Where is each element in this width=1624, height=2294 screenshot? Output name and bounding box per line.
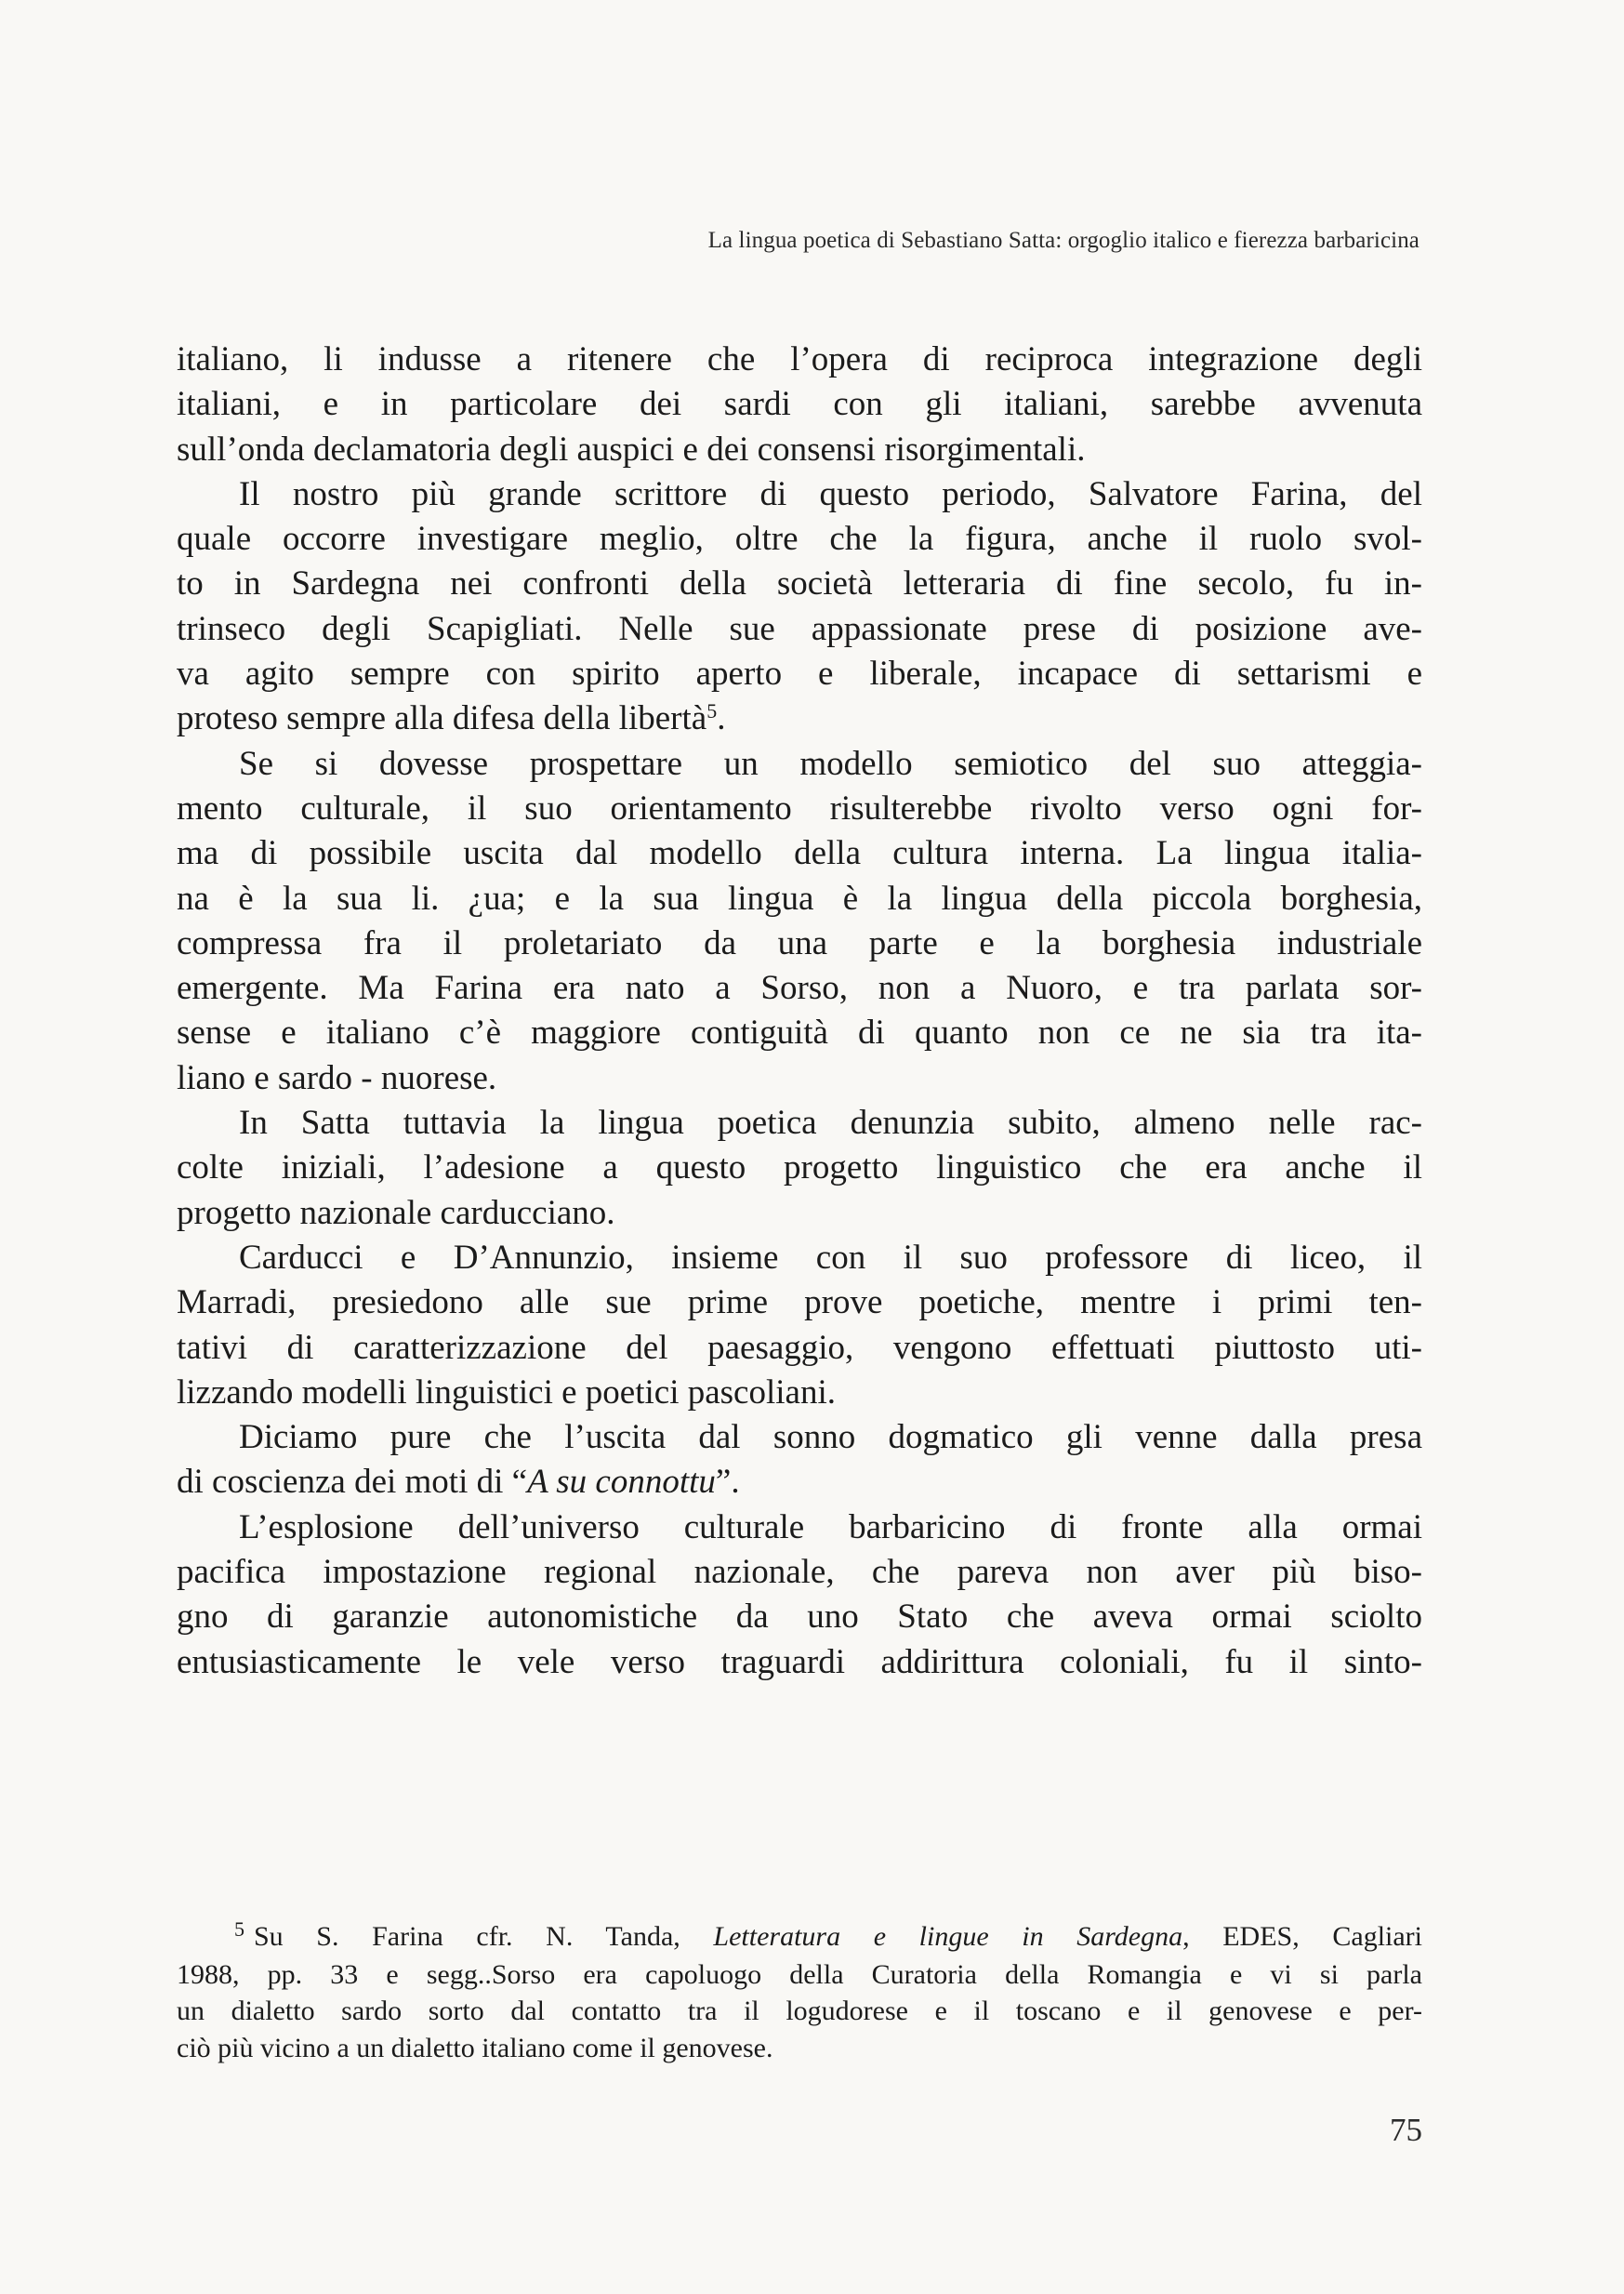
footnote bbox=[177, 1918, 1422, 2066]
footnote-line: 1988, pp. 33 e segg..Sorso era capoluogo della Curatoria della Romangia e vi si parla bbox=[177, 1959, 1422, 1991]
text-line: Diciamo pure che l’uscita dal sonno dogmatico gli venne dalla presa bbox=[239, 1418, 1422, 1457]
text-line: italiano, li indusse a ritenere che l’opera di reciproca integrazione degli bbox=[177, 340, 1422, 378]
text-line bbox=[177, 696, 1422, 741]
text-line: va agito sempre con spirito aperto e liberale, incapace di settarismi e bbox=[177, 655, 1422, 694]
text-line: pacifica impostazione regional nazionale, che pareva non aver più biso- bbox=[177, 1553, 1422, 1592]
text-fragment: . bbox=[717, 699, 726, 738]
text-fragment: proteso sempre alla difesa della libertà bbox=[177, 699, 707, 738]
footnote-line bbox=[177, 1918, 1422, 1956]
text-line: sense e italiano c’è maggiore contiguità di quanto non ce ne sia tra ita- bbox=[177, 1014, 1422, 1053]
page-number: 75 bbox=[1390, 2112, 1422, 2148]
footnote-line: un dialetto sardo sorto dal contatto tra il logudorese e il toscano e il genovese e per- bbox=[177, 1996, 1422, 2027]
text-line: compressa fra il proletariato da una parte e la borghesia industriale bbox=[177, 923, 1422, 962]
running-head: La lingua poetica di Sebastiano Satta: orgoglio italico e fierezza barbaricina bbox=[707, 228, 1419, 253]
footnote-number: 5 bbox=[234, 1917, 244, 1941]
text-fragment: Su S. Farina cfr. N. Tanda, bbox=[254, 1921, 714, 1952]
italic-title: Letteratura e lingue in Sardegna bbox=[713, 1921, 1183, 1952]
text-line: na è la sua li. ¿ua; e la sua lingua è la lingua della piccola borghesia, bbox=[177, 879, 1422, 918]
text-line: colte iniziali, l’adesione a questo progetto linguistico che era anche il bbox=[177, 1148, 1422, 1187]
text-line: to in Sardegna nei confronti della società letteraria di fine secolo, fu in- bbox=[177, 564, 1422, 603]
paragraph-3 bbox=[177, 742, 1422, 1101]
paragraph-5 bbox=[177, 1236, 1422, 1415]
text-line: quale occorre investigare meglio, oltre che la figura, anche il ruolo svol- bbox=[177, 520, 1422, 559]
footnote-reference[interactable]: 5 bbox=[706, 699, 718, 723]
text-line: italiani, e in particolare dei sardi con gli italiani, sarebbe avvenuta bbox=[177, 385, 1422, 424]
body-text bbox=[177, 338, 1422, 1685]
text-line: lizzando modelli linguistici e poetici pascoliani. bbox=[177, 1372, 836, 1412]
text-fragment: , EDES, Cagliari bbox=[1182, 1921, 1423, 1952]
text-line: Carducci e D’Annunzio, insieme con il suo professore di liceo, il bbox=[239, 1238, 1422, 1277]
paragraph-7 bbox=[177, 1505, 1422, 1685]
paragraph-6 bbox=[177, 1415, 1422, 1505]
text-line: tativi di caratterizzazione del paesaggio, vengono effettuati piuttosto uti- bbox=[177, 1328, 1422, 1367]
text-line: ma di possibile uscita dal modello della cultura interna. La lingua italia- bbox=[177, 834, 1422, 873]
text-line: emergente. Ma Farina era nato a Sorso, non a Nuoro, e tra parlata sor- bbox=[177, 969, 1422, 1008]
italic-title: A su connottu bbox=[527, 1463, 716, 1502]
text-line: Marradi, presiedono alle sue prime prove poetiche, mentre i primi ten- bbox=[177, 1283, 1422, 1322]
text-line: gno di garanzie autonomistiche da uno Stato che aveva ormai sciolto bbox=[177, 1598, 1422, 1637]
text-fragment: ”. bbox=[715, 1463, 740, 1502]
paragraph-1 bbox=[177, 338, 1422, 472]
text-line: entusiasticamente le vele verso traguardi addirittura coloniali, fu il sinto- bbox=[177, 1642, 1422, 1681]
text-line: progetto nazionale carducciano. bbox=[177, 1193, 615, 1232]
text-line: trinseco degli Scapigliati. Nelle sue appassionate prese di posizione ave- bbox=[177, 609, 1422, 648]
text-line: liano e sardo - nuorese. bbox=[177, 1058, 497, 1097]
text-line: In Satta tuttavia la lingua poetica denunzia subito, almeno nelle rac- bbox=[239, 1104, 1422, 1143]
text-line: mento culturale, il suo orientamento risulterebbe rivolto verso ogni for- bbox=[177, 789, 1422, 828]
text-line: Il nostro più grande scrittore di questo periodo, Salvatore Farina, del bbox=[239, 474, 1422, 513]
text-line: L’esplosione dell’universo culturale barbaricino di fronte alla ormai bbox=[239, 1507, 1422, 1546]
text-line: Se si dovesse prospettare un modello semiotico del suo atteggia- bbox=[239, 744, 1422, 783]
text-line bbox=[177, 1460, 1422, 1505]
text-fragment: di coscienza dei moti di “ bbox=[177, 1463, 528, 1502]
footnote-line: ciò più vicino a un dialetto italiano come il genovese. bbox=[177, 2032, 773, 2063]
text-line: sull’onda declamatoria degli auspici e dei consensi risorgimentali. bbox=[177, 430, 1086, 469]
paragraph-2 bbox=[177, 472, 1422, 742]
paragraph-4 bbox=[177, 1101, 1422, 1236]
